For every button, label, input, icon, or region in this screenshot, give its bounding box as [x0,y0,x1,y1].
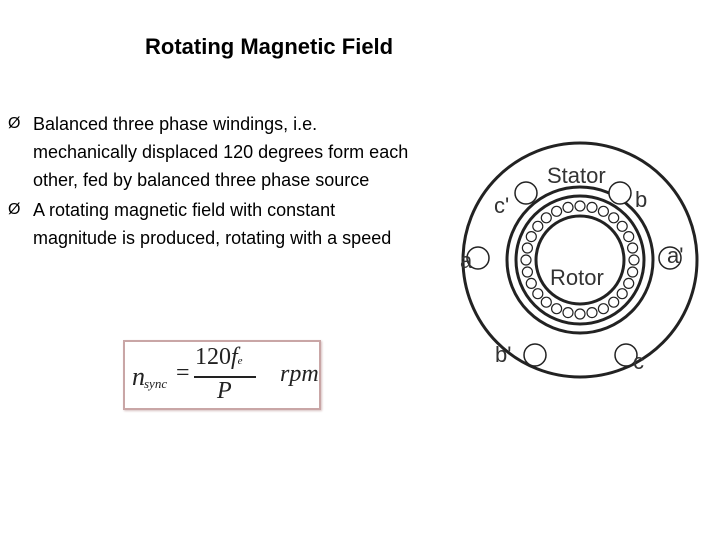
sync-speed-formula [123,340,321,410]
formula-numerator-subscript: e [237,355,243,367]
rotor-slot [598,206,608,216]
phase-label-a-prime: a' [667,243,684,268]
bullet-list [8,110,413,252]
stator-label: Stator [547,163,606,188]
rotor-slot [609,213,619,223]
rotor-slot [575,309,585,319]
rotor-slot [617,289,627,299]
formula-equals: = [176,360,190,386]
arrow-bullet-icon: Ø [8,115,21,132]
rotor-slot [541,213,551,223]
formula-denominator: P [217,378,232,404]
rotor-slot [587,202,597,212]
rotor-slot [563,308,573,318]
phase-label-c-prime: c' [494,193,510,218]
rotor-slot [552,304,562,314]
formula-lhs: n [132,362,145,391]
rotor-slot [624,232,634,242]
rotor-slot [541,297,551,307]
formula-numerator [195,344,243,371]
phase-label-a: a [460,248,473,273]
rotor-inner-ring [536,216,624,304]
rotor-slot [617,221,627,231]
formula-lhs-subscript: sync [144,376,168,391]
rotor-slot [598,304,608,314]
stator-rotor-diagram [450,130,710,390]
rotor-slot [526,278,536,288]
slide-title: Rotating Magnetic Field [145,34,394,59]
bullet-item [8,110,413,194]
rotor-slot [526,232,536,242]
bullet-item [8,196,413,252]
rotor-slot [533,289,543,299]
phase-label-c: c [633,349,644,374]
bullet-text: Balanced three phase windings, i.e. mechanically displaced 120 degrees form each other, fed by balanced three phase source [33,114,409,190]
rotor-slot [552,206,562,216]
rotor-slot [628,267,638,277]
formula-unit: rpm [280,361,319,387]
winding-slot-b [609,182,631,204]
rotor-label: Rotor [550,265,604,290]
rotor-slot [522,267,532,277]
formula-numerator-var: f [231,344,238,370]
rotor-slot [521,255,531,265]
rotor-slot [624,278,634,288]
rotor-slot [522,243,532,253]
rotor-slot [587,308,597,318]
rotor-slot [575,201,585,211]
winding-slot-c-prime [515,182,537,204]
rotor-slot [533,221,543,231]
bullet-text: A rotating magnetic field with constant magnitude is produced, rotating with a speed [33,200,392,248]
rotor-slot [563,202,573,212]
rotor-slots [521,201,639,319]
rotor-slot [629,255,639,265]
phase-label-b-prime: b' [495,342,512,367]
phase-label-b: b [635,187,648,212]
arrow-bullet-icon: Ø [8,201,21,218]
formula-numerator-value: 120 [195,344,231,370]
winding-slot-b-prime [524,344,546,366]
rotor-slot [609,297,619,307]
rotor-slot [628,243,638,253]
